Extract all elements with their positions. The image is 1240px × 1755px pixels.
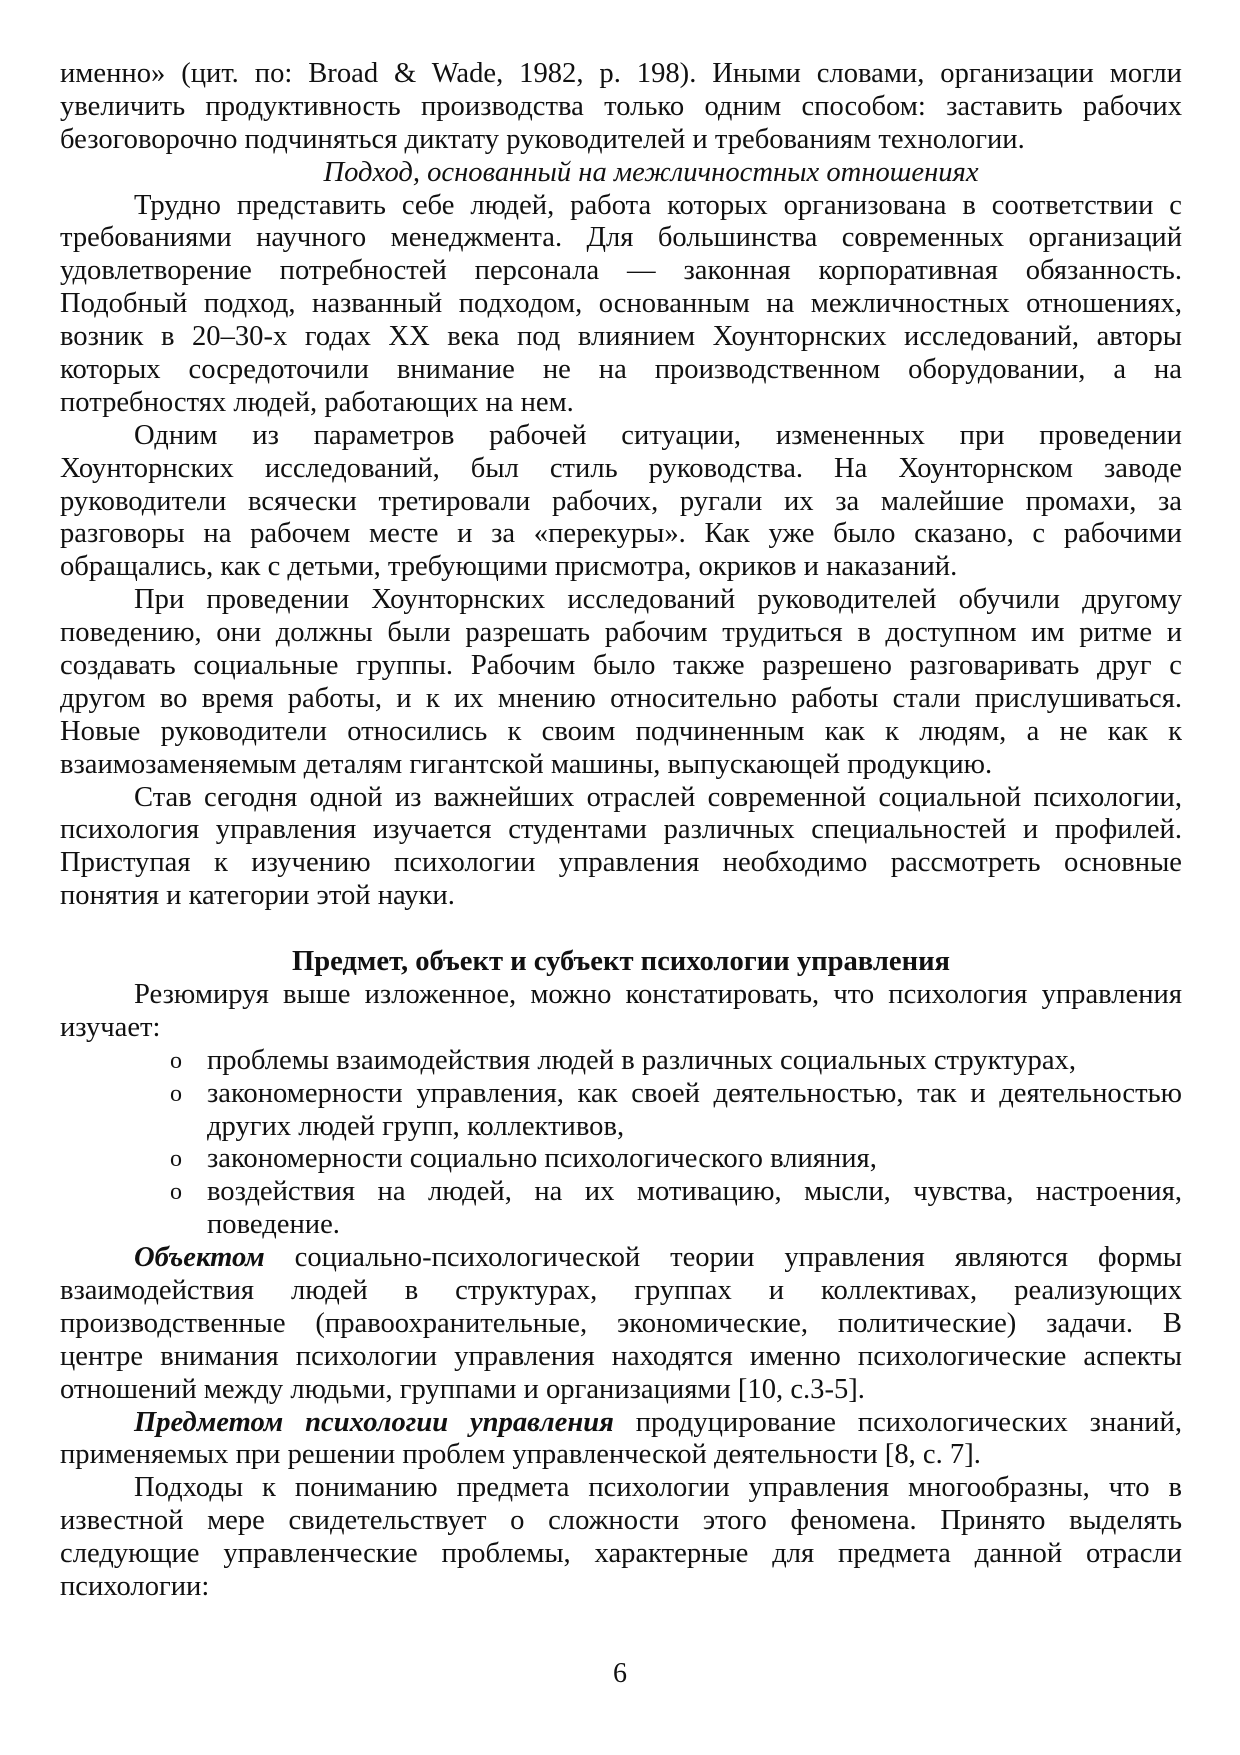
paragraph-line: Хоунторнских исследований, был стиль руководства. На Хоунторнском заводе <box>60 452 1182 484</box>
paragraph-line: именно» (цит. по: Broad & Wade, 1982, p. 198). Иными словами, организации могли <box>60 58 1182 89</box>
paragraph-line: Приступая к изучению психологии управления необходимо рассмотреть основные <box>60 847 1182 879</box>
paragraph-line: потребностях людей, работающих на нем. <box>60 386 574 418</box>
list-item-line <box>60 1176 1182 1209</box>
paragraph-line: другом во время работы, и к их мнению относительно работы стали прислушиваться. <box>60 682 1182 714</box>
paragraph-line: обращались, как с детьми, требующими присмотра, окриков и наказаний. <box>60 551 958 583</box>
page-number: 6 <box>613 1658 627 1689</box>
paragraph-line: Подобный подход, названный подходом, основанным на межличностных отношениях, <box>60 288 1182 320</box>
bullet-list <box>60 1045 1182 1242</box>
paragraph-line: руководители всячески третировали рабочих, ругали их за малейшие промахи, за <box>60 485 1182 517</box>
paragraph <box>60 420 1182 584</box>
list-item-text: проблемы взаимодействия людей в различных социальных структурах, <box>207 1044 1076 1076</box>
paragraph <box>60 190 1182 420</box>
emphasized-term: Предметом психологии управления <box>134 1406 614 1438</box>
paragraph <box>60 584 1182 781</box>
paragraph-line: увеличить продуктивность производства только одним способом: заставить рабочих <box>60 90 1182 122</box>
bullet-circle-icon: o <box>170 1179 182 1206</box>
list-item-line <box>60 1078 1182 1111</box>
list-item-text: закономерности управления, как своей деятельностью, так и деятельностью <box>207 1077 1182 1109</box>
paragraph-line: Резюмируя выше изложенное, можно констатировать, что психология управления <box>134 978 1182 1010</box>
bullet-circle-icon: o <box>170 1146 182 1173</box>
paragraph <box>60 1242 1182 1406</box>
list-item-line <box>60 1143 1182 1176</box>
paragraph-line: следующие управленческие проблемы, характерные для предмета данной отрасли <box>60 1538 1182 1570</box>
bullet-circle-icon: o <box>170 1080 182 1107</box>
list-item-text: воздействия на людей, на их мотивацию, мысли, чувства, настроения, <box>207 1176 1182 1208</box>
paragraph-line: взаимодействия людей в структурах, группах и коллективах, реализующих <box>60 1274 1182 1306</box>
paragraph-line: изучает: <box>60 1011 161 1043</box>
paragraph-line: поведению, они должны были разрешать рабочим трудиться в доступном им ритме и <box>60 617 1182 649</box>
paragraph-line: Став сегодня одной из важнейших отраслей современной социальной психологии, <box>134 781 1182 813</box>
line-text: продуцирование психологических знаний, <box>613 1406 1182 1438</box>
paragraph <box>60 1472 1182 1604</box>
paragraph-line <box>60 1242 1182 1275</box>
emphasized-term: Объектом <box>134 1242 265 1274</box>
section-heading: Предмет, объект и субъект психологии управления <box>291 946 951 978</box>
paragraph-line: Новые руководители относились к своим подчиненным как к людям, а не как к <box>60 715 1182 747</box>
paragraph-line: разговоры на рабочем месте и за «перекуры». Как уже было сказано, с рабочими <box>60 518 1182 550</box>
paragraph-line: удовлетворение потребностей персонала — законная корпоративная обязанность. <box>60 255 1182 287</box>
paragraph-line <box>60 1407 1182 1440</box>
paragraph-line: требованиями научного менеджмента. Для большинства современных организаций <box>60 222 1182 254</box>
document-page <box>60 58 1182 1604</box>
list-item-text: других людей групп, коллективов, <box>207 1110 625 1142</box>
list-item-line <box>60 1045 1182 1078</box>
paragraph-line: отношений между людьми, группами и организациями [10, с.3-5]. <box>60 1373 865 1405</box>
paragraph-line: Подходы к пониманию предмета психологии управления многообразны, что в <box>134 1472 1182 1504</box>
paragraph-line: Трудно представить себе людей, работа которых организована в соответствии с <box>134 189 1182 221</box>
paragraph-line: применяемых при решении проблем управленческой деятельности [8, с. 7]. <box>60 1439 981 1471</box>
paragraph-line: безоговорочно подчиняться диктату руководителей и требованиям технологии. <box>60 123 1025 155</box>
paragraph <box>60 1407 1182 1473</box>
paragraph-line: взаимозаменяемым деталям гигантской машины, выпускающей продукцию. <box>60 748 993 780</box>
paragraph-line: производственные (правоохранительные, экономические, политические) задачи. В <box>60 1307 1182 1339</box>
list-item-text: закономерности социально психологического влияния, <box>207 1143 877 1175</box>
list-item-text: поведение. <box>207 1209 340 1241</box>
paragraph-line: которых сосредоточили внимание не на производственном оборудовании, а на <box>60 354 1182 386</box>
paragraph-line: При проведении Хоунторнских исследований руководителей обучили другому <box>134 584 1182 616</box>
paragraph-line: психологии: <box>60 1570 210 1602</box>
paragraph-line: возник в 20–30-х годах XX века под влиянием Хоунторнских исследований, авторы <box>60 321 1182 353</box>
section-subheading: Подход, основанный на межличностных отношениях <box>323 156 979 188</box>
paragraph <box>60 782 1182 914</box>
paragraph-line: понятия и категории этой науки. <box>60 880 455 912</box>
paragraph-line: центре внимания психологии управления находятся именно психологические аспекты <box>60 1340 1182 1372</box>
list-item-line <box>60 1209 1182 1242</box>
paragraph-line: психология управления изучается студентами различных специальностей и профилей. <box>60 814 1182 846</box>
paragraph-line: создавать социальные группы. Рабочим было также разрешено разговаривать друг с <box>60 650 1182 682</box>
paragraph-line: Одним из параметров рабочей ситуации, измененных при проведении <box>134 419 1182 451</box>
paragraph <box>60 58 1182 157</box>
bullet-circle-icon: o <box>170 1047 182 1074</box>
list-item-line <box>60 1111 1182 1144</box>
paragraph-line: известной мере свидетельствует о сложности этого феномена. Принято выделять <box>60 1505 1182 1537</box>
blank-line <box>60 913 1182 946</box>
line-text: социально-психологической теории управления являются формы <box>264 1242 1182 1274</box>
paragraph <box>60 979 1182 1045</box>
